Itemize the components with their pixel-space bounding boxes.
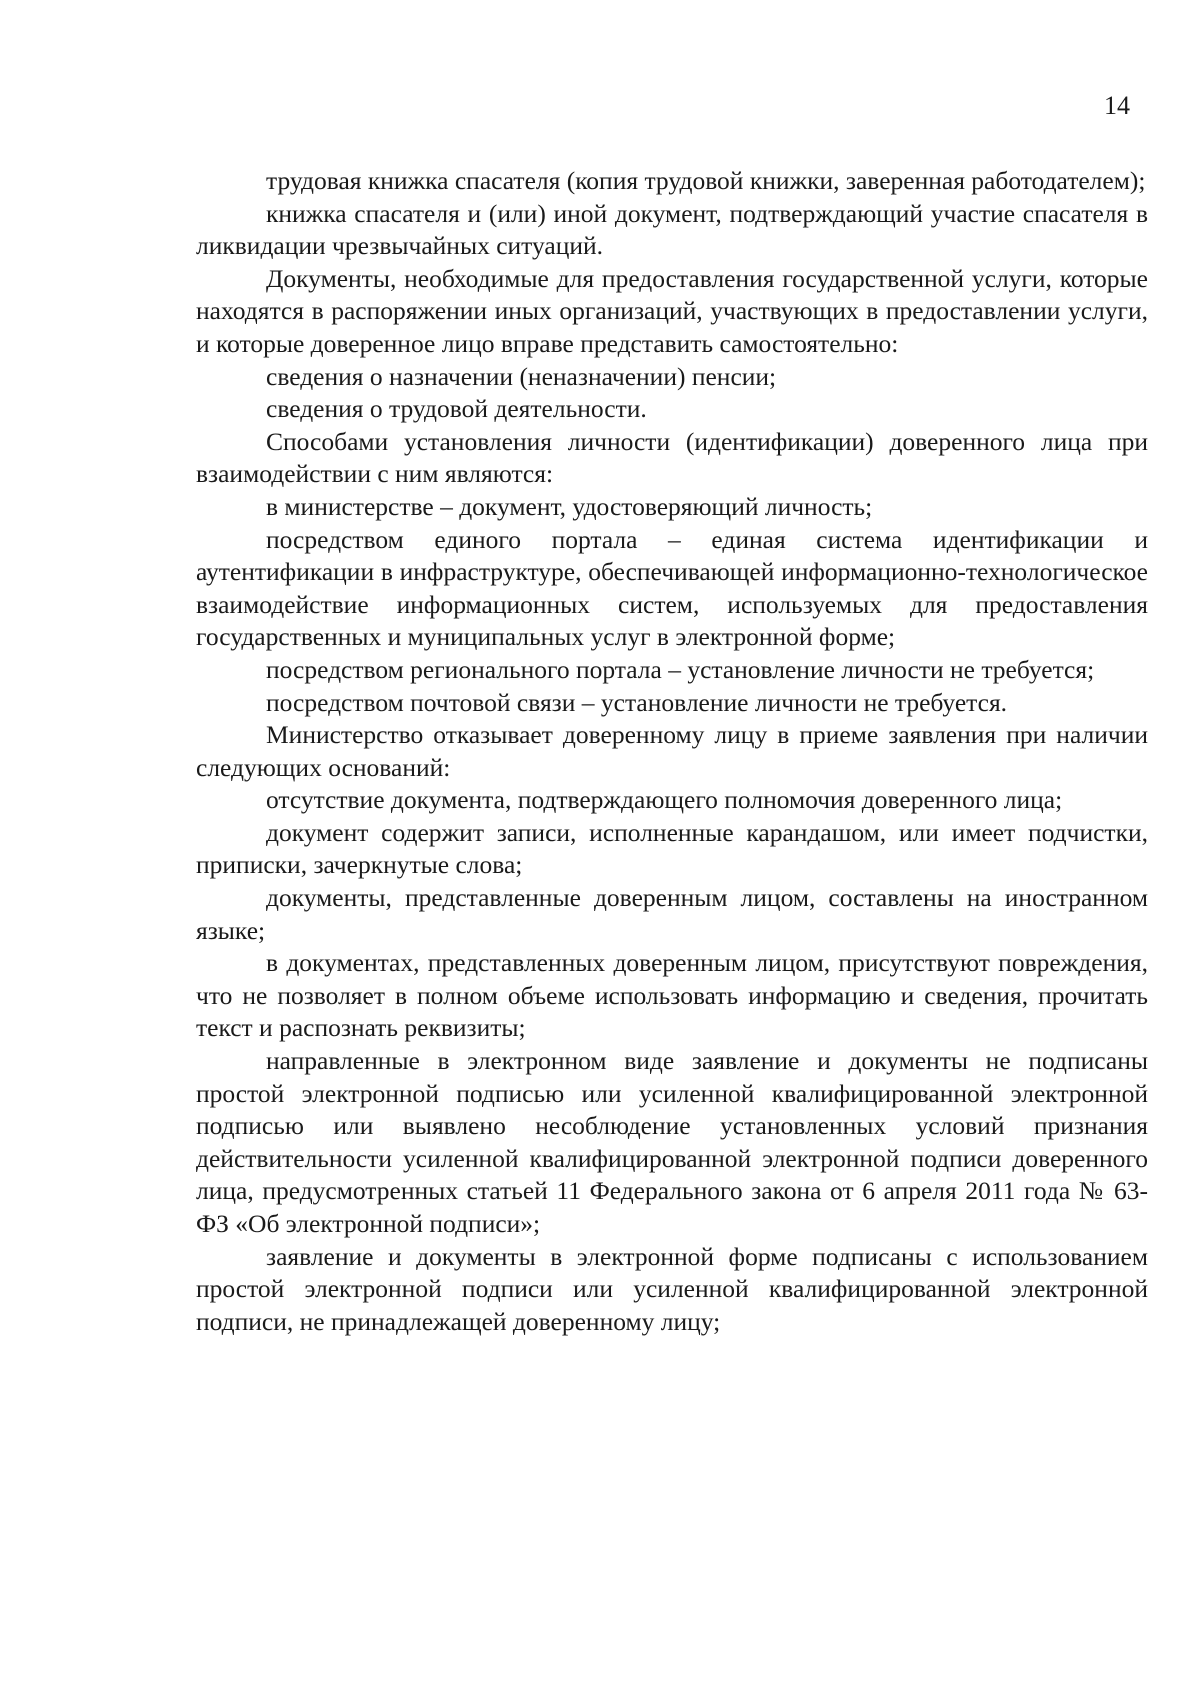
paragraph: отсутствие документа, подтверждающего полномочия доверенного лица; [266, 785, 1063, 815]
paragraph: в документах, представленных доверенным лицом, присутствуют повреждения, что не позволяет в полном объеме использовать информацию и сведения, прочитать текст и распознать реквизиты; [196, 948, 1148, 1043]
paragraph: Документы, необходимые для предоставления государственной услуги, которые находятся в распоряжении иных организаций, участвующих в предоставлении услуги, и которые доверенное лицо вправе представить самостоятельно: [196, 263, 1148, 358]
paragraph: направленные в электронном виде заявление и документы не подписаны простой электронной подписью или усиленной квалифицированной электронной подписью или выявлено несоблюдение установленных условий признания действительности усиленной квалифицированной электронной подписи доверенного лица, предусмотренных статьей 11 Федерального закона от 6 апреля 2011 года № 63-ФЗ «Об электронной подписи»; [196, 1046, 1148, 1238]
paragraph: Способами установления личности (идентификации) доверенного лица при взаимодействии с ним являются: [196, 426, 1148, 489]
paragraph: документ содержит записи, исполненные карандашом, или имеет подчистки, приписки, зачеркнутые слова; [196, 817, 1148, 880]
paragraph: книжка спасателя и (или) иной документ, подтверждающий участие спасателя в ликвидации чрезвычайных ситуаций. [196, 198, 1148, 261]
paragraph: посредством регионального портала – установление личности не требуется; [266, 654, 1095, 684]
paragraph: посредством почтовой связи – установление личности не требуется. [266, 687, 1008, 717]
paragraph: посредством единого портала – единая система идентификации и аутентификации в инфраструктуре, обеспечивающей информационно-технологическое взаимодействие информационных систем, используемых для предоставления государственных и муниципальных услуг в электронной форме; [196, 524, 1148, 652]
paragraph: заявление и документы в электронной форме подписаны с использованием простой электронной подписи или усиленной квалифицированной электронной подписи, не принадлежащей доверенному лицу; [196, 1241, 1148, 1336]
paragraph: документы, представленные доверенным лицом, составлены на иностранном языке; [196, 883, 1148, 945]
paragraph: трудовая книжка спасателя (копия трудовой книжки, заверенная работодателем); [266, 166, 1146, 195]
document-body [196, 165, 1148, 1338]
paragraph: сведения о назначении (неназначении) пенсии; [266, 361, 777, 391]
paragraph: сведения о трудовой деятельности. [266, 394, 647, 424]
paragraph: Министерство отказывает доверенному лицу в приеме заявления при наличии следующих оснований: [196, 720, 1148, 782]
page-number: 14 [1104, 91, 1130, 120]
paragraph: в министерстве – документ, удостоверяющий личность; [266, 491, 873, 521]
